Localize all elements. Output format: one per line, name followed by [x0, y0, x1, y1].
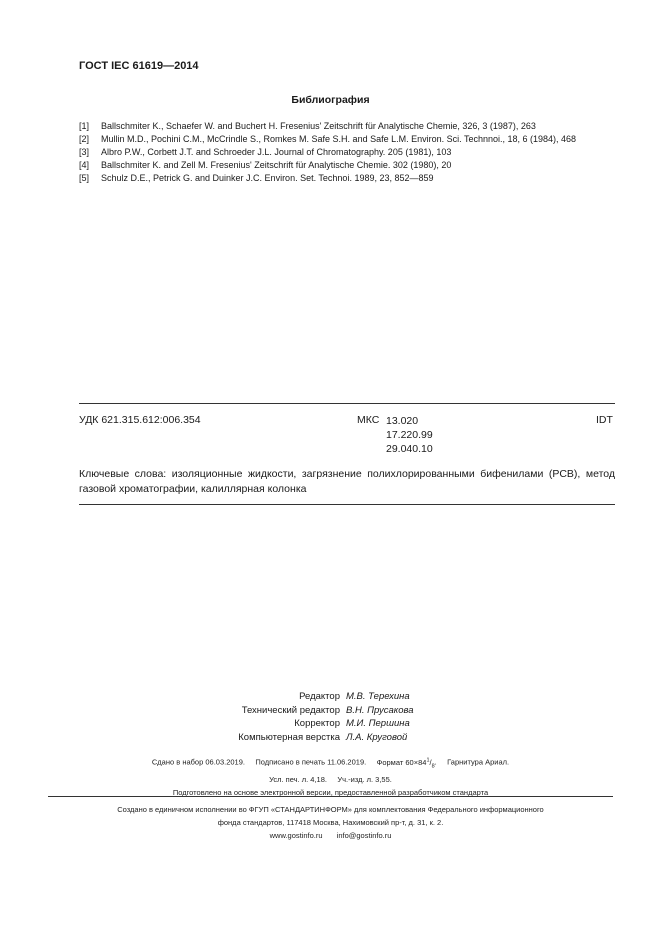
bottom-divider: [79, 504, 615, 505]
imprint-line-3: Подготовлено на основе электронной версии, предоставленной разработчиком стандарта: [172, 788, 489, 797]
standard-id: ГОСТ IEC 61619—2014: [79, 60, 199, 72]
footer-line-1: Создано в единичном исполнении во ФГУП «СТАНДАРТИНФОРМ» для комплектования Федерального информационного: [117, 805, 544, 814]
credit-name: М.И. Першина: [346, 718, 410, 729]
credit-role: Технический редактор: [241, 704, 340, 716]
mks-codes: [386, 414, 433, 456]
udk-code: УДК 621.315.612:006.354: [79, 414, 201, 426]
credit-row: [200, 690, 460, 704]
paper-format: Формат $60\times 84^1/_8$: [376, 757, 435, 769]
publisher-sheets: Уч.-изд. л. 3,55.: [337, 775, 392, 784]
entry-number: [2]: [79, 134, 90, 144]
print-date: Подписано в печать 11.06.2019.: [255, 757, 367, 767]
editorial-credits: [200, 690, 460, 744]
bibliography-title: Библиография: [291, 94, 370, 106]
credit-role: Редактор: [299, 691, 340, 702]
credit-role: Компьютерная верстка: [238, 731, 340, 743]
credit-role: Корректор: [294, 718, 340, 729]
idt-label: IDT: [596, 414, 613, 426]
entry-text: Albro P.W., Corbett J.T. and Schroeder J.L. Journal of Chromatography. 205 (1981), 103: [101, 147, 452, 157]
credit-name: В.Н. Прусакова: [346, 704, 414, 716]
credit-name: Л.А. Круговой: [346, 731, 408, 743]
bibliography-list: [79, 120, 619, 185]
bibliography-entry: [79, 159, 619, 172]
entry-number: [5]: [79, 173, 90, 183]
entry-text: Ballschmiter K., Schaefer W. and Buchert H. Fresenius' Zeitschrift für Analytische Chemie, 326, 3 (1987), 263: [101, 121, 536, 131]
top-divider: [79, 403, 615, 404]
entry-number: [4]: [79, 160, 90, 170]
credit-row: [200, 731, 460, 745]
mks-code: 13.020: [386, 415, 419, 427]
footer-line-2: фонда стандартов, 117418 Москва, Нахимовский пр-т, д. 31, к. 2.: [217, 818, 444, 827]
mks-code: 29.040.10: [386, 443, 433, 455]
imprint: [0, 754, 661, 799]
typeset-date: Сдано в набор 06.03.2019.: [151, 757, 245, 767]
entry-number: [3]: [79, 147, 90, 157]
bibliography-entry: [79, 172, 619, 185]
email-link[interactable]: info@gostinfo.ru: [336, 831, 392, 840]
imprint-line-2: [0, 773, 661, 786]
footer: [0, 803, 661, 842]
website-link[interactable]: www.gostinfo.ru: [269, 831, 323, 840]
footer-links: [0, 829, 661, 842]
mks-label: МКС: [357, 414, 380, 426]
credit-row: [200, 704, 460, 718]
bibliography-entry: [79, 133, 619, 146]
footer-divider: [48, 796, 613, 797]
bibliography-entry: [79, 120, 619, 133]
entry-text: Ballschmiter K. and Zell M. Fresenius' Zeitschrift für Analytische Chemie. 302 (1980), 20: [101, 160, 452, 170]
entry-number: [1]: [79, 121, 90, 131]
bibliography-entry: [79, 146, 619, 159]
imprint-line-1: Сдано в набор 06.03.2019. Подписано в печать 11.06.2019. Формат $60\times 84^1/_8$. Гарнитура Ариал.: [151, 757, 510, 769]
entry-text: Schulz D.E., Petrick G. and Duinker J.C. Environ. Set. Technoi. 1989, 23, 852—859: [101, 173, 434, 183]
typeface: Гарнитура Ариал.: [447, 757, 510, 767]
credit-row: [200, 717, 460, 731]
entry-text: Mullin M.D., Pochini C.M., McCrindle S., Romkes M. Safe S.H. and Safe L.M. Environ. Sci. Technnoi., 18, 6 (1984), 468: [101, 134, 577, 144]
credit-name: М.В. Терехина: [346, 691, 410, 702]
mks-code: 17.220.99: [386, 429, 433, 441]
print-sheets: Усл. печ. л. 4,18.: [269, 775, 327, 784]
keywords: Ключевые слова: изоляционные жидкости, загрязнение полихлорированными бифенилами (PCB), метод газовой хроматографии, калиллярная колонка: [79, 468, 615, 495]
